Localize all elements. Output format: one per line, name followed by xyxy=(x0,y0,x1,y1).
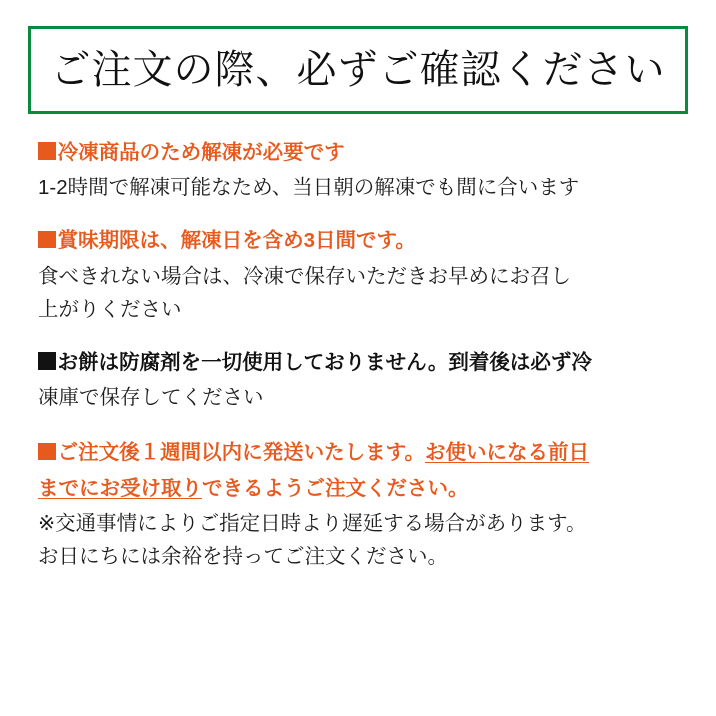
square-marker-icon xyxy=(38,142,56,160)
notice-heading-4-part4: までにお受け取り xyxy=(38,476,202,500)
notice-line-1-1: 1-2時間で解凍可能なため、当日朝の解凍でも間に合います xyxy=(38,176,580,200)
notice-heading-3 xyxy=(38,346,698,379)
notice-line-3-1: 凍庫で保存してください xyxy=(38,386,264,410)
notice-block-1 xyxy=(38,136,698,204)
notice-body xyxy=(38,136,698,573)
notice-line-2-1: 食べきれない場合は、冷凍で保存いただきお早めにお召し xyxy=(38,264,571,288)
square-marker-icon xyxy=(38,231,56,249)
notice-heading-4-part1: ご注文後１週間以内に発送 xyxy=(57,441,304,465)
notice-heading-4-part5: できるようご注文ください。 xyxy=(202,476,469,500)
title-box xyxy=(28,26,688,114)
square-marker-icon xyxy=(38,443,56,461)
square-marker-icon xyxy=(38,352,56,370)
notice-block-4 xyxy=(38,436,698,573)
notice-heading-2-text: 賞味期限は、解凍日を含め3日間です。 xyxy=(57,229,416,253)
notice-block-3 xyxy=(38,346,698,414)
notice-heading-3-text: お餅は防腐剤を一切使用しておりません。到着後は必ず冷 xyxy=(57,351,592,375)
notice-line-4-1: ※交通事情によりご指定日時より遅延する場合があります。 xyxy=(38,511,587,535)
notice-heading-2 xyxy=(38,224,698,257)
notice-heading-4-part3: お使いになる前日 xyxy=(425,441,589,465)
notice-heading-1 xyxy=(38,136,698,169)
notice-line-2-2: 上がりください xyxy=(38,297,182,321)
notice-line-4-2: お日にちには余裕を持ってご注文ください。 xyxy=(38,545,448,569)
notice-heading-1-text: 冷凍商品のため解凍が必要です xyxy=(57,141,345,164)
notice-heading-4 xyxy=(38,436,698,469)
page-title: ご注文の際、必ずご確認ください xyxy=(50,47,666,93)
notice-heading-4-part2: いたします。 xyxy=(303,441,425,465)
notice-block-2 xyxy=(38,224,698,326)
notice-heading-4-line2 xyxy=(38,472,698,505)
